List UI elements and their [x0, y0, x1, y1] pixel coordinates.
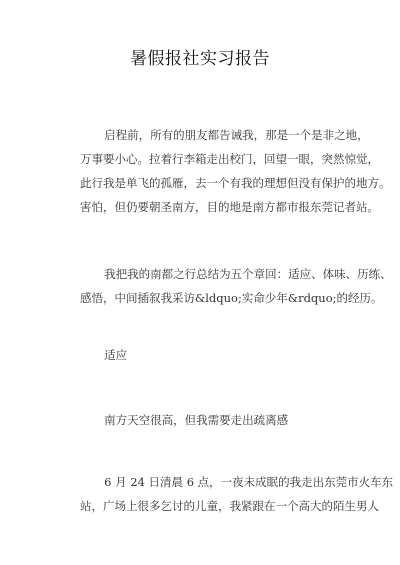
text-line: 害怕，但仍要朝圣南方，目的地是南方都市报东莞记者站。 — [80, 200, 379, 214]
text-line: 此行我是单飞的孤雁，去一个有我的理想但没有保护的地方。 — [80, 176, 391, 190]
section-heading-adaptation — [80, 343, 360, 367]
text-line: 南方天空很高，但我需要走出疏离感 — [104, 413, 289, 427]
text-line: 6 月 24 日清晨 6 点，一夜未成眠的我走出东莞市火车东 — [104, 475, 394, 489]
text-line: 感悟，中间插叙我采访&ldquo;实命少年&rdquo;的经历。 — [80, 291, 383, 305]
text-line: 站，广场上很多乞讨的儿童，我紧跟在一个高大的陌生男人 — [80, 499, 379, 513]
paragraph-south-sky — [80, 408, 360, 432]
text-line: 适应 — [104, 348, 128, 362]
text-line: 启程前，所有的朋友都告诫我，那是一个是非之地， — [104, 128, 369, 142]
paragraph-arrival — [80, 470, 394, 518]
text-line: 万事要小心。拉着行李箱走出校门，回望一眼，突然惊觉， — [80, 152, 379, 166]
paragraph-summary — [80, 262, 392, 310]
text-line: 我把我的南都之行总结为五个章回：适应、体味、历练、 — [104, 267, 392, 281]
paragraph-departure — [80, 123, 391, 219]
document-title: 暑假报社实习报告 — [130, 49, 270, 69]
